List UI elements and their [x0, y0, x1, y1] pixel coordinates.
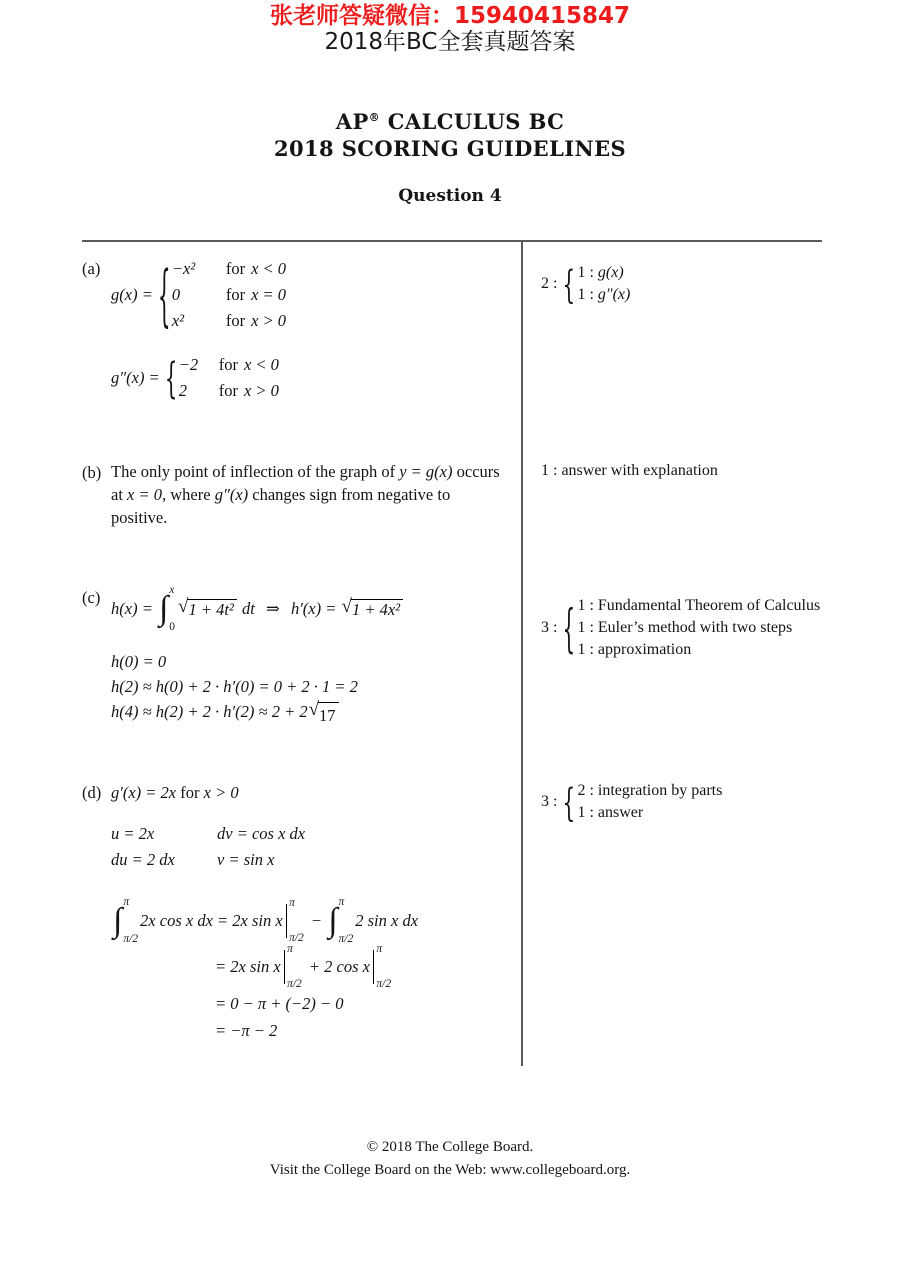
lower-limit: π/2 — [289, 931, 304, 944]
part-d-score — [521, 780, 822, 824]
score-row — [577, 595, 820, 617]
gpp-piecewise-rows — [179, 352, 279, 404]
piece-value: x² — [171, 311, 185, 331]
registered-mark: ® — [368, 110, 381, 124]
upper-limit: π — [287, 943, 293, 956]
radical-expression — [178, 595, 237, 620]
math-segment: g″(x) — [214, 485, 249, 505]
integral-with-limits — [328, 895, 353, 947]
for-word: for — [218, 355, 238, 375]
score-block-c — [541, 595, 822, 661]
radical-sign: √ — [308, 699, 320, 721]
radical-sign: √ — [341, 595, 352, 617]
integration-by-parts-line3 — [215, 990, 509, 1017]
score-text: 1 : — [577, 286, 598, 304]
dt-term: dt — [237, 599, 259, 619]
for-word: for — [225, 285, 246, 305]
text-segment: occurs at — [111, 462, 500, 505]
part-d-row — [82, 780, 822, 1044]
part-b-content — [111, 460, 509, 529]
part-c-row — [82, 585, 822, 728]
radicand: 1 + 4t² — [187, 599, 236, 620]
piece-condition: x < 0 — [243, 355, 279, 375]
upper-limit: π — [376, 943, 383, 956]
evaluation-bar-group — [284, 944, 302, 990]
column-divider — [521, 242, 523, 1066]
math-segment: − — [306, 911, 327, 931]
part-a-content — [111, 256, 509, 404]
part-b-row — [82, 460, 822, 529]
evaluation-limits — [287, 944, 302, 990]
euler-step-2 — [111, 699, 509, 728]
part-b-text — [111, 460, 509, 529]
radicand: 17 — [318, 702, 339, 728]
equation-text: = −π − 2 — [215, 1021, 278, 1041]
euler-step-0 — [111, 649, 509, 674]
evaluation-limits — [289, 898, 304, 944]
upper-limit: π — [289, 897, 295, 910]
upper-limit: π — [123, 896, 130, 909]
lower-limit: 0 — [169, 620, 176, 633]
h-lhs: h(x) = — [111, 599, 157, 619]
copyright-line: © 2018 The College Board. — [366, 1139, 534, 1156]
part-b-score — [521, 460, 822, 482]
score-text: 2 : integration by parts — [577, 782, 723, 800]
radicand: 1 + 4x² — [351, 599, 403, 620]
part-d-label: (d) — [82, 783, 102, 803]
promo-header: 张老师答疑微信：15940415847 — [269, 3, 631, 29]
piece-value: 0 — [171, 285, 181, 305]
score-text: 1 : Fundamental Theorem of Calculus — [577, 597, 821, 615]
title-ap: AP — [335, 108, 369, 134]
score-math: g″(x) — [597, 286, 631, 304]
euler-step-1 — [111, 674, 509, 699]
du-equation: du = 2 dx — [111, 850, 175, 870]
u-equation: u = 2x — [111, 824, 155, 844]
upper-limit: π — [338, 896, 345, 909]
v-equation: v = sin x — [217, 850, 275, 870]
part-c-score — [521, 585, 822, 661]
piece-condition: x < 0 — [251, 259, 287, 279]
part-d-solution — [82, 780, 521, 1044]
h-prime-rhs: h′(x) = — [286, 599, 341, 619]
integral-with-limits — [113, 895, 138, 947]
equation-text: = 0 − π + (−2) − 0 — [215, 994, 344, 1014]
text-segment: where — [166, 485, 215, 505]
integral-with-limits — [159, 583, 175, 635]
g-double-prime-equation — [111, 352, 509, 404]
score-points: 3 : — [541, 793, 558, 811]
piece-value: −x² — [171, 259, 196, 279]
gpp-lhs: g″(x) = — [111, 368, 160, 388]
text-segment: changes sign from negative to positive. — [111, 485, 451, 528]
math-segment: 2 sin x dx — [355, 911, 419, 931]
piecewise-row — [179, 352, 279, 378]
score-row — [577, 284, 630, 306]
for-word: for — [225, 311, 246, 331]
piece-condition: x = 0 — [251, 285, 287, 305]
score-rows — [577, 780, 722, 824]
part-d-content — [111, 780, 509, 1044]
left-brace: { — [562, 261, 576, 308]
integral-sign: ∫ — [328, 902, 338, 940]
g-piecewise-rows — [172, 256, 286, 334]
part-c-label: (c) — [82, 588, 101, 608]
evaluation-bar-group — [373, 944, 391, 990]
doc-title — [0, 108, 900, 207]
integral-limits — [339, 895, 354, 947]
score-text: 1 : approximation — [577, 641, 692, 659]
score-block-d — [541, 780, 822, 824]
footer — [0, 1136, 900, 1181]
evaluation-bar — [284, 950, 285, 984]
piece-value: −2 — [178, 355, 199, 375]
score-text: 1 : answer — [577, 804, 644, 822]
title-line1 — [0, 108, 900, 135]
piecewise-row — [172, 282, 286, 308]
h-definition-equation — [111, 585, 509, 633]
score-single: 1 : answer with explanation — [541, 462, 718, 480]
math-segment: + 2 cos x — [304, 957, 370, 977]
radical-expression — [341, 595, 404, 620]
piecewise-row — [179, 378, 279, 404]
evaluation-bar-group — [286, 898, 304, 944]
score-rows — [577, 595, 820, 661]
math-segment: g′(x) = 2x — [111, 783, 177, 803]
evaluation-bar — [373, 950, 374, 984]
math-segment: y = g(x) — [399, 462, 453, 482]
part-b-label: (b) — [82, 463, 102, 483]
piecewise-row — [172, 256, 286, 282]
g-piecewise-equation — [111, 256, 509, 334]
score-math: g(x) — [597, 264, 624, 282]
lower-limit: π/2 — [376, 977, 392, 990]
score-points: 2 : — [541, 275, 558, 293]
score-row — [577, 617, 820, 639]
part-c-solution — [82, 585, 521, 728]
title-rest: CALCULUS BC — [380, 108, 565, 134]
part-a-label: (a) — [82, 259, 101, 279]
math-segment: = 2x sin x — [215, 957, 281, 977]
integral-sign: ∫ — [158, 590, 169, 628]
piecewise-row — [172, 308, 286, 334]
integral-limits — [169, 583, 175, 635]
equation-text: h(2) ≈ h(0) + 2 · h′(0) = 0 + 2 · 1 = 2 — [111, 677, 358, 697]
math-segment: x = 0, — [127, 485, 167, 505]
equation-text: h(4) ≈ h(2) + 2 · h′(2) ≈ 2 + 2 — [111, 702, 308, 722]
question-number: Question 4 — [398, 186, 502, 207]
title-line2: 2018 SCORING GUIDELINES — [273, 136, 627, 162]
score-text: 1 : Euler’s method with two steps — [577, 619, 793, 637]
implies-arrow: ⇒ — [265, 599, 280, 619]
for-word: for — [218, 381, 238, 401]
upper-limit: x — [169, 584, 175, 597]
left-brace: { — [562, 597, 576, 660]
score-text: 1 : — [577, 264, 598, 282]
integration-by-parts-line4 — [215, 1017, 509, 1044]
evaluation-bar — [286, 904, 287, 938]
left-brace: { — [157, 255, 171, 336]
part-a-row — [82, 256, 822, 404]
equation-text: h(0) = 0 — [111, 652, 167, 672]
g-lhs: g(x) = — [111, 285, 153, 305]
score-block-a — [541, 262, 822, 306]
lower-limit: π/2 — [287, 977, 302, 990]
radical-sign: √ — [178, 595, 189, 617]
lower-limit: π/2 — [338, 932, 354, 945]
score-row — [577, 802, 722, 824]
for-word: for — [225, 259, 246, 279]
part-c-content — [111, 585, 509, 728]
integration-by-parts-line1 — [111, 898, 509, 944]
chinese-subtitle: 2018年BC全套真题答案 — [324, 29, 576, 56]
part-a-solution — [82, 256, 521, 404]
for-word: for — [176, 783, 204, 803]
scoring-table — [82, 240, 822, 1066]
piece-condition: x > 0 — [251, 311, 287, 331]
u-dv-table — [111, 822, 509, 872]
integration-by-parts-line2 — [215, 944, 509, 990]
score-points: 3 : — [541, 619, 558, 637]
lower-limit: π/2 — [123, 932, 139, 945]
score-rows — [577, 262, 630, 306]
part-a-score — [521, 256, 822, 306]
piece-condition: x > 0 — [243, 381, 279, 401]
math-segment: x > 0 — [203, 783, 239, 803]
evaluation-limits — [376, 944, 391, 990]
score-row — [577, 780, 722, 802]
score-row — [577, 639, 820, 661]
integral-sign: ∫ — [113, 902, 123, 940]
radical-expression — [308, 699, 339, 728]
math-segment: 2x cos x dx = 2x sin x — [140, 911, 283, 931]
integral-limits — [123, 895, 138, 947]
part-b-solution — [82, 460, 521, 529]
dv-equation: dv = cos x dx — [217, 824, 306, 844]
score-row — [577, 262, 630, 284]
left-brace: { — [562, 779, 576, 826]
left-brace: { — [164, 353, 178, 404]
text-segment: The only point of inflection of the graph of — [111, 462, 400, 482]
g-prime-equation — [111, 780, 509, 805]
piece-value: 2 — [178, 381, 187, 401]
website-line: Visit the College Board on the Web: www.collegeboard.org. — [269, 1161, 631, 1178]
